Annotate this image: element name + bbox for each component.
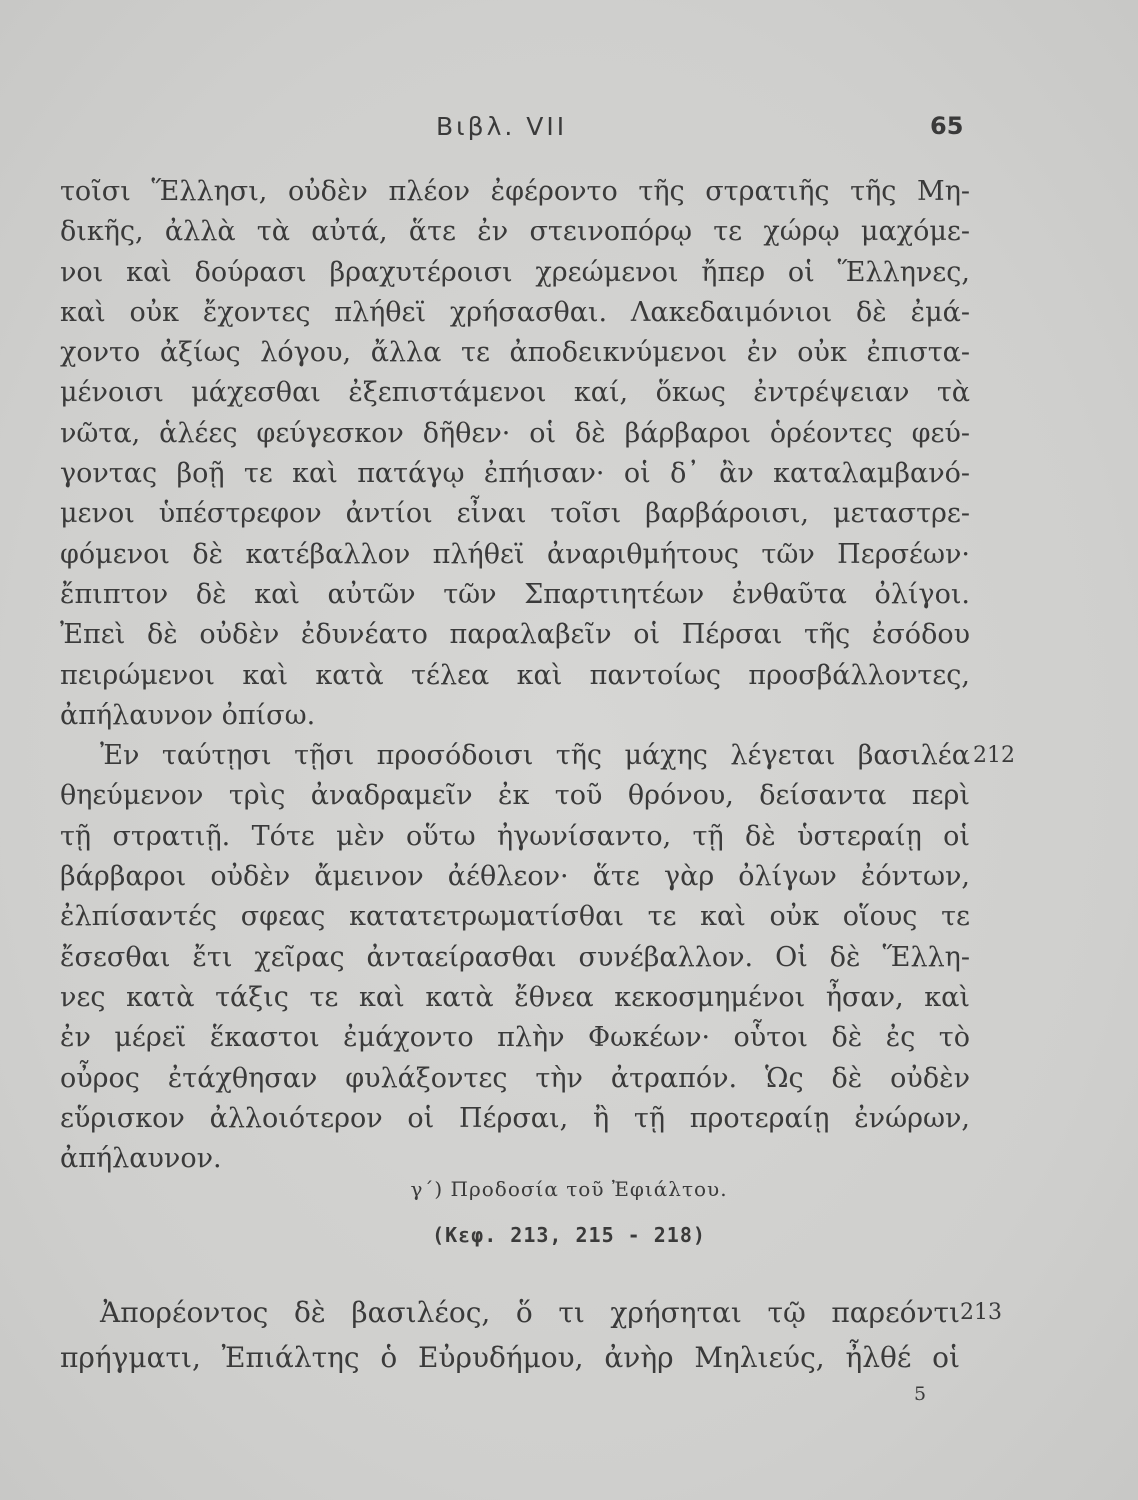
text-line bbox=[60, 776, 970, 816]
running-head bbox=[0, 112, 1138, 152]
text-line bbox=[60, 696, 970, 736]
text-line bbox=[60, 857, 970, 897]
text-line bbox=[60, 817, 970, 857]
text-line bbox=[60, 293, 970, 333]
line-text: εὕρισκον ἀλλοιότερον οἱ Πέρσαι, ἢ τῇ προτεραίῃ ἐνώρων, bbox=[60, 1102, 970, 1134]
text-line bbox=[60, 978, 970, 1018]
text-line bbox=[60, 494, 970, 534]
text-line bbox=[60, 1139, 970, 1179]
section-text bbox=[60, 1290, 1002, 1380]
text-line bbox=[60, 615, 970, 655]
line-text: Ἐν ταύτῃσι τῇσι προσόδοισι τῆς μάχης λέγεται βασιλέα bbox=[100, 740, 970, 772]
line-text: βάρβαροι οὐδὲν ἄμεινον ἀέθλεον· ἅτε γὰρ ὀλίγων ἐόντων, bbox=[60, 861, 970, 893]
text-line bbox=[60, 535, 970, 575]
text-line bbox=[60, 333, 970, 373]
text-line bbox=[60, 1290, 1002, 1335]
line-text: νῶτα, ἁλέες φεύγεσκον δῆθεν· οἱ δὲ βάρβαροι ὁρέοντες φεύ- bbox=[60, 417, 970, 449]
line-text: ἀπήλαυνον ὀπίσω. bbox=[60, 699, 316, 731]
line-text: γοντας βοῇ τε καὶ πατάγῳ ἐπήισαν· οἱ δ᾽ ἂν καταλαμβανό- bbox=[60, 458, 970, 490]
page-number: 65 bbox=[930, 112, 964, 140]
section-heading: γ´) Προδοσία τοῦ Ἐφιάλτου. bbox=[410, 1177, 728, 1201]
line-text: ἔπιπτον δὲ καὶ αὐτῶν τῶν Σπαρτιητέων ἐνθαῦτα ὀλίγοι. bbox=[60, 578, 970, 610]
line-text: Ἀπορέοντος δὲ βασιλέος, ὅ τι χρήσηται τῷ παρεόντι bbox=[100, 1296, 960, 1329]
text-line bbox=[60, 938, 970, 978]
line-text: Ἐπεὶ δὲ οὐδὲν ἐδυνέατο παραλαβεῖν οἱ Πέρσαι τῆς ἐσόδου bbox=[60, 619, 970, 651]
text-line bbox=[60, 454, 970, 494]
signature-mark: 5 bbox=[914, 1383, 927, 1405]
text-line bbox=[60, 736, 1015, 776]
line-text: τοῖσι Ἕλλησι, οὐδὲν πλέον ἐφέροντο τῆς στρατιῆς τῆς Μη- bbox=[60, 176, 970, 207]
margin-chapter-number: 212 bbox=[973, 743, 1015, 769]
text-line bbox=[60, 1099, 970, 1139]
text-line bbox=[60, 1335, 960, 1380]
text-line bbox=[60, 575, 970, 615]
text-line bbox=[60, 897, 970, 937]
margin-chapter-number: 213 bbox=[960, 1300, 1002, 1325]
line-text: χοντο ἀξίως λόγου, ἄλλα τε ἀποδεικνύμενοι ἐν οὐκ ἐπιστα- bbox=[60, 337, 970, 369]
text-line bbox=[60, 212, 970, 252]
line-text: νες κατὰ τάξις τε καὶ κατὰ ἔθνεα κεκοσμημένοι ἦσαν, καὶ bbox=[60, 981, 970, 1013]
line-text: νοι καὶ δούρασι βραχυτέροισι χρεώμενοι ἤπερ οἱ Ἕλληνες, bbox=[60, 256, 970, 288]
line-text: φόμενοι δὲ κατέβαλλον πλήθεϊ ἀναριθμήτους τῶν Περσέων· bbox=[60, 538, 970, 570]
line-text: πρήγματι, Ἐπιάλτης ὁ Εὐρυδήμου, ἀνὴρ Μηλιεύς, ἦλθέ οἱ bbox=[60, 1341, 960, 1374]
line-text: δικῆς, ἀλλὰ τὰ αὐτά, ἅτε ἐν στεινοπόρῳ τε χώρῳ μαχόμε- bbox=[60, 216, 970, 248]
line-text: ἐλπίσαντές σφεας κατατετρωματίσθαι τε καὶ οὐκ οἵους τε bbox=[60, 901, 970, 933]
line-text: ἀπήλαυνον. bbox=[60, 1143, 222, 1175]
line-text: ἐν μέρεϊ ἕκαστοι ἐμάχοντο πλὴν Φωκέων· οὗτοι δὲ ἐς τὸ bbox=[60, 1022, 970, 1054]
line-text: πειρώμενοι καὶ κατὰ τέλεα καὶ παντοίως προσβάλλοντες, bbox=[60, 659, 970, 691]
text-line bbox=[60, 253, 970, 293]
text-line bbox=[60, 414, 970, 454]
line-text: οὖρος ἐτάχθησαν φυλάξοντες τὴν ἀτραπόν. Ὡς δὲ οὐδὲν bbox=[60, 1062, 970, 1094]
section-references: (Κεφ. 213, 215 - 218) bbox=[432, 1223, 706, 1247]
line-text: μένοισι μάχεσθαι ἐξεπιστάμενοι καί, ὅκως ἐντρέψειαν τὰ bbox=[60, 377, 970, 409]
book-label: Βιβλ. VII bbox=[436, 112, 568, 141]
text-line bbox=[60, 1059, 970, 1099]
text-line bbox=[60, 1018, 970, 1058]
line-text: μενοι ὑπέστρεφον ἀντίοι εἶναι τοῖσι βαρβάροισι, μεταστρε- bbox=[60, 498, 970, 530]
text-line bbox=[60, 656, 970, 696]
line-text: τῇ στρατιῇ. Τότε μὲν οὕτω ἠγωνίσαντο, τῇ δὲ ὑστεραίῃ οἱ bbox=[60, 820, 970, 852]
line-text: καὶ οὐκ ἔχοντες πλήθεϊ χρήσασθαι. Λακεδαιμόνιοι δὲ ἐμά- bbox=[60, 296, 970, 328]
line-text: θηεύμενον τρὶς ἀναδραμεῖν ἐκ τοῦ θρόνου, δείσαντα περὶ bbox=[60, 780, 970, 812]
line-text: ἔσεσθαι ἔτι χεῖρας ἀνταείρασθαι συνέβαλλον. Οἱ δὲ Ἕλλη- bbox=[60, 941, 970, 973]
text-line bbox=[60, 172, 970, 212]
text-line bbox=[60, 373, 970, 413]
main-text bbox=[60, 172, 1015, 1179]
